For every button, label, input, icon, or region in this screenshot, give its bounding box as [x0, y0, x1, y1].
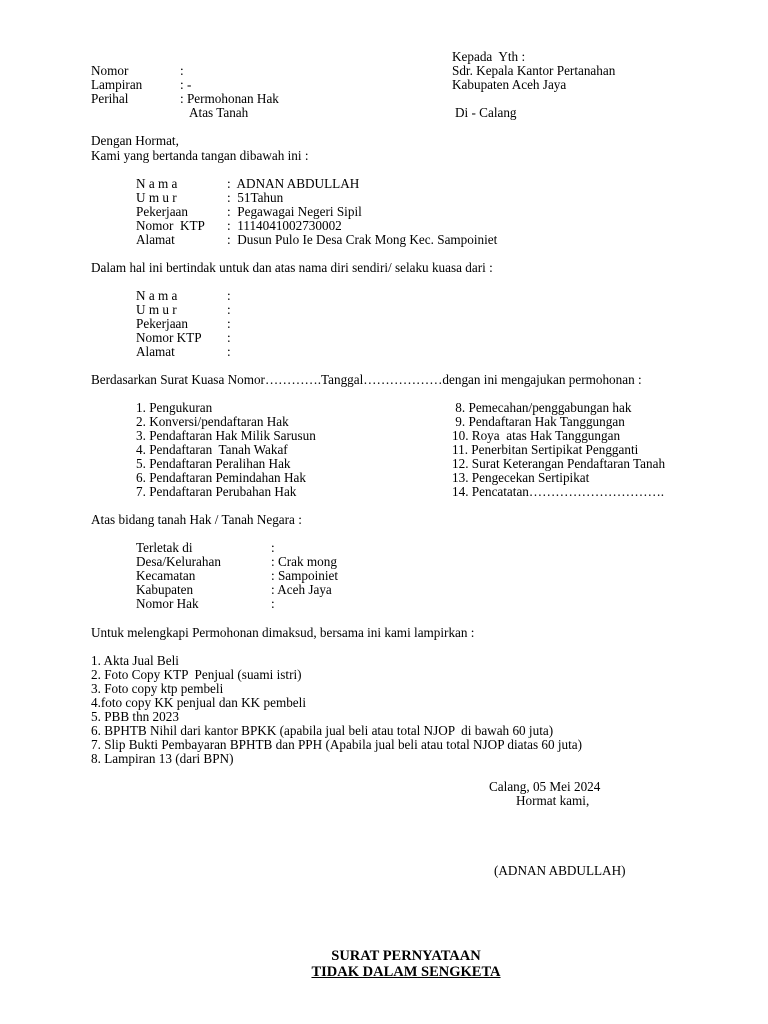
signer-name: (ADNAN ABDULLAH): [494, 863, 626, 878]
proxy-label: N a m a: [136, 288, 178, 303]
service-item: 11. Penerbitan Sertipikat Pengganti: [452, 442, 639, 457]
applicant-label: Pekerjaan: [136, 204, 188, 219]
service-item: 5. Pendaftaran Peralihan Hak: [136, 456, 291, 471]
applicant-value: : 1114041002730002: [227, 218, 342, 233]
attachment-item: 7. Slip Bukti Pembayaran BPHTB dan PPH (Apabila jual beli atau total NJOP diatas 60 juta): [91, 737, 583, 752]
attachment-item: 1. Akta Jual Beli: [91, 653, 179, 668]
applicant-value: : Dusun Pulo Ie Desa Crak Mong Kec. Sampoiniet: [227, 232, 498, 247]
land-label: Kecamatan: [136, 568, 196, 583]
nomor-value: :: [180, 63, 184, 78]
applicant-label: U m u r: [136, 190, 177, 205]
service-item: 7. Pendaftaran Perubahan Hak: [136, 484, 297, 499]
land-label: Terletak di: [136, 540, 193, 555]
recipient-line4: Di - Calang: [455, 105, 517, 120]
proxy-value: :: [227, 302, 231, 317]
service-item: 13. Pengecekan Sertipikat: [452, 470, 590, 485]
land-value: :: [271, 540, 275, 555]
attachment-item: 6. BPHTB Nihil dari kantor BPKK (apabila jual beli atau total NJOP di bawah 60 juta): [91, 723, 554, 738]
perihal-value-line1: : Permohonan Hak: [180, 91, 279, 106]
statement-title-line2: TIDAK DALAM SENGKETA: [311, 964, 501, 980]
service-item: 9. Pendaftaran Hak Tanggungan: [452, 414, 625, 429]
service-item: 6. Pendaftaran Pemindahan Hak: [136, 470, 306, 485]
applicant-label: Nomor KTP: [136, 218, 205, 233]
attachment-item: 4.foto copy KK penjual dan KK pembeli: [91, 695, 306, 710]
proxy-label: Pekerjaan: [136, 316, 188, 331]
service-item: 12. Surat Keterangan Pendaftaran Tanah: [452, 456, 666, 471]
recipient-line3: Kabupaten Aceh Jaya: [452, 77, 567, 92]
perihal-label: Perihal: [91, 91, 129, 106]
perihal-value-line2: Atas Tanah: [189, 105, 249, 120]
service-item: 14. Pencatatan………………………….: [452, 484, 665, 499]
recipient-line1: Kepada Yth :: [452, 49, 526, 64]
proxy-value: :: [227, 288, 231, 303]
statement-title-line1: SURAT PERNYATAAN: [331, 948, 481, 964]
service-item: 8. Pemecahan/penggabungan hak: [452, 400, 632, 415]
salutation: Dengan Hormat,: [91, 133, 179, 148]
recipient-line2: Sdr. Kepala Kantor Pertanahan: [452, 63, 616, 78]
applicant-value: : 51Tahun: [227, 190, 284, 205]
applicant-label: N a m a: [136, 176, 178, 191]
proxy-value: :: [227, 330, 231, 345]
attachment-item: 5. PBB thn 2023: [91, 709, 179, 724]
statement-title: [22, 948, 768, 964]
intro-text: Kami yang bertanda tangan dibawah ini :: [91, 148, 309, 163]
proxy-value: :: [227, 316, 231, 331]
land-value: :: [271, 596, 275, 611]
applicant-value: : ADNAN ABDULLAH: [227, 176, 360, 191]
attachment-item: 2. Foto Copy KTP Penjual (suami istri): [91, 667, 302, 682]
service-item: 2. Konversi/pendaftaran Hak: [136, 414, 289, 429]
nomor-label: Nomor: [91, 63, 129, 78]
proxy-label: U m u r: [136, 302, 177, 317]
place-date: Calang, 05 Mei 2024: [489, 779, 601, 794]
lampiran-label: Lampiran: [91, 77, 143, 92]
attach-intro: Untuk melengkapi Permohonan dimaksud, bersama ini kami lampirkan :: [91, 625, 475, 640]
land-intro: Atas bidang tanah Hak / Tanah Negara :: [91, 512, 302, 527]
land-value: : Sampoiniet: [271, 568, 339, 583]
service-item: 1. Pengukuran: [136, 400, 213, 415]
applicant-value: : Pegawagai Negeri Sipil: [227, 204, 362, 219]
service-item: 4. Pendaftaran Tanah Wakaf: [136, 442, 288, 457]
land-value: : Aceh Jaya: [271, 582, 332, 597]
applicant-label: Alamat: [136, 232, 175, 247]
statement-subtitle: [22, 964, 768, 980]
land-value: : Crak mong: [271, 554, 337, 569]
land-label: Kabupaten: [136, 582, 194, 597]
regards: Hormat kami,: [516, 793, 590, 808]
request-intro: Berdasarkan Surat Kuasa Nomor………….Tanggal………………dengan ini mengajukan permohonan :: [91, 372, 642, 387]
proxy-label: Nomor KTP: [136, 330, 202, 345]
attachment-item: 8. Lampiran 13 (dari BPN): [91, 751, 234, 766]
land-label: Nomor Hak: [136, 596, 199, 611]
service-item: 10. Roya atas Hak Tanggungan: [452, 428, 621, 443]
attachment-item: 3. Foto copy ktp pembeli: [91, 681, 224, 696]
proxy-label: Alamat: [136, 344, 175, 359]
proxy-value: :: [227, 344, 231, 359]
proxy-intro: Dalam hal ini bertindak untuk dan atas nama diri sendiri/ selaku kuasa dari :: [91, 260, 493, 275]
service-item: 3. Pendaftaran Hak Milik Sarusun: [136, 428, 316, 443]
land-label: Desa/Kelurahan: [136, 554, 221, 569]
lampiran-value: : -: [180, 77, 192, 92]
